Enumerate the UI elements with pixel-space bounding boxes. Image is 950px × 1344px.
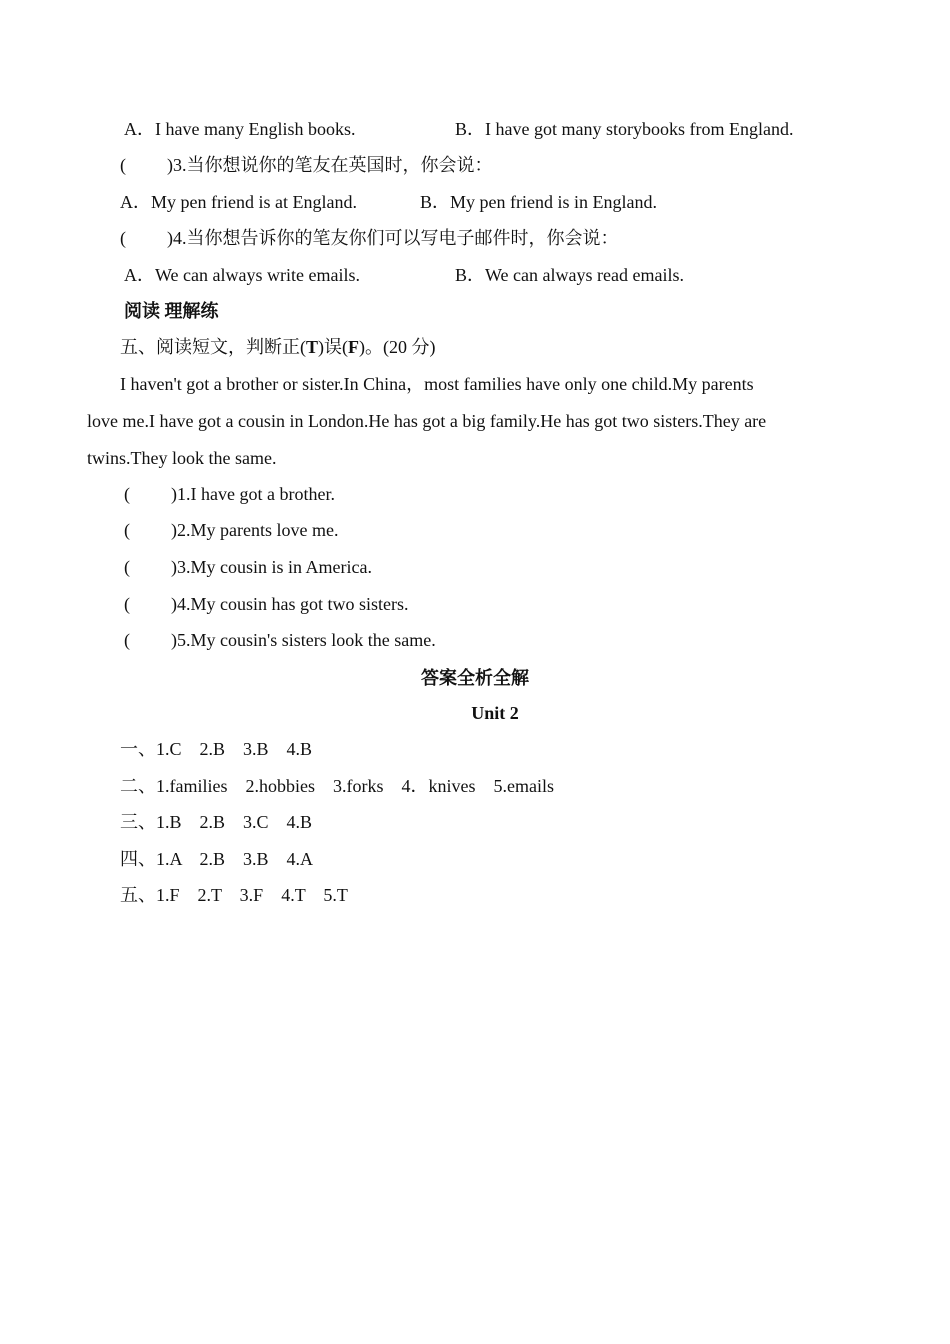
answers-unit: Unit 2	[471, 703, 519, 723]
q4-stem	[120, 227, 619, 249]
section5-heading	[120, 336, 436, 358]
tf-item-3	[124, 556, 372, 578]
tf-item-4	[124, 593, 409, 615]
answer-line-2: 二、1.families 2.hobbies 3.forks 4．knives 5.emails	[120, 776, 554, 796]
q2-option-b: B．I have got many storybooks from England.	[455, 119, 794, 139]
tf-item-2	[124, 519, 338, 541]
q3-option-a: A．My pen friend is at England.	[120, 192, 357, 212]
answer-blank[interactable]: (	[124, 594, 130, 614]
passage-line-3: twins.They look the same.	[87, 448, 277, 468]
answers-title: 答案全析全解	[421, 668, 529, 688]
answer-line-4: 四、1.A 2.B 3.B 4.A	[120, 849, 314, 869]
section5-heading-suffix: )。(20 分)	[359, 337, 436, 357]
passage-line-2: love me.I have got a cousin in London.He has got a big family.He has got two sisters.They are	[87, 411, 767, 431]
passage-line-1: I haven't got a brother or sister.In China，most families have only one child.My parents	[120, 374, 754, 394]
tf-item-text: )3.My cousin is in America.	[171, 557, 372, 577]
q2-option-a: A．I have many English books.	[124, 119, 356, 139]
section-title-reading: 阅读 理解练	[124, 301, 219, 321]
answer-line-3: 三、1.B 2.B 3.C 4.B	[120, 812, 313, 832]
section5-heading-mid: )误(	[318, 337, 349, 357]
section5-heading-f: F	[348, 337, 360, 357]
answer-blank[interactable]: (	[124, 520, 130, 540]
section5-heading-prefix: 五、阅读短文，判断正(	[120, 337, 306, 357]
answer-blank[interactable]: (	[124, 557, 130, 577]
tf-item-text: )4.My cousin has got two sisters.	[171, 594, 409, 614]
q3-stem	[120, 154, 493, 176]
q4-option-a: A．We can always write emails.	[124, 265, 360, 285]
answer-blank[interactable]: (	[124, 484, 130, 504]
section5-heading-t: T	[306, 337, 319, 357]
answer-line-5: 五、1.F 2.T 3.F 4.T 5.T	[120, 885, 348, 905]
q3-text: )3.当你想说你的笔友在英国时，你会说：	[167, 155, 493, 175]
answer-blank[interactable]: (	[124, 630, 130, 650]
tf-item-text: )2.My parents love me.	[171, 520, 339, 540]
tf-item-text: )1.I have got a brother.	[171, 484, 335, 504]
answer-blank[interactable]: (	[120, 228, 126, 248]
tf-item-text: )5.My cousin's sisters look the same.	[171, 630, 436, 650]
q4-option-b: B．We can always read emails.	[455, 265, 684, 285]
q3-option-b: B．My pen friend is in England.	[420, 192, 657, 212]
answer-blank[interactable]: (	[120, 155, 126, 175]
answer-line-1: 一、1.C 2.B 3.B 4.B	[120, 739, 313, 759]
q4-text: )4.当你想告诉你的笔友你们可以写电子邮件时，你会说：	[167, 228, 619, 248]
tf-item-1	[124, 483, 335, 505]
tf-item-5	[124, 629, 436, 651]
